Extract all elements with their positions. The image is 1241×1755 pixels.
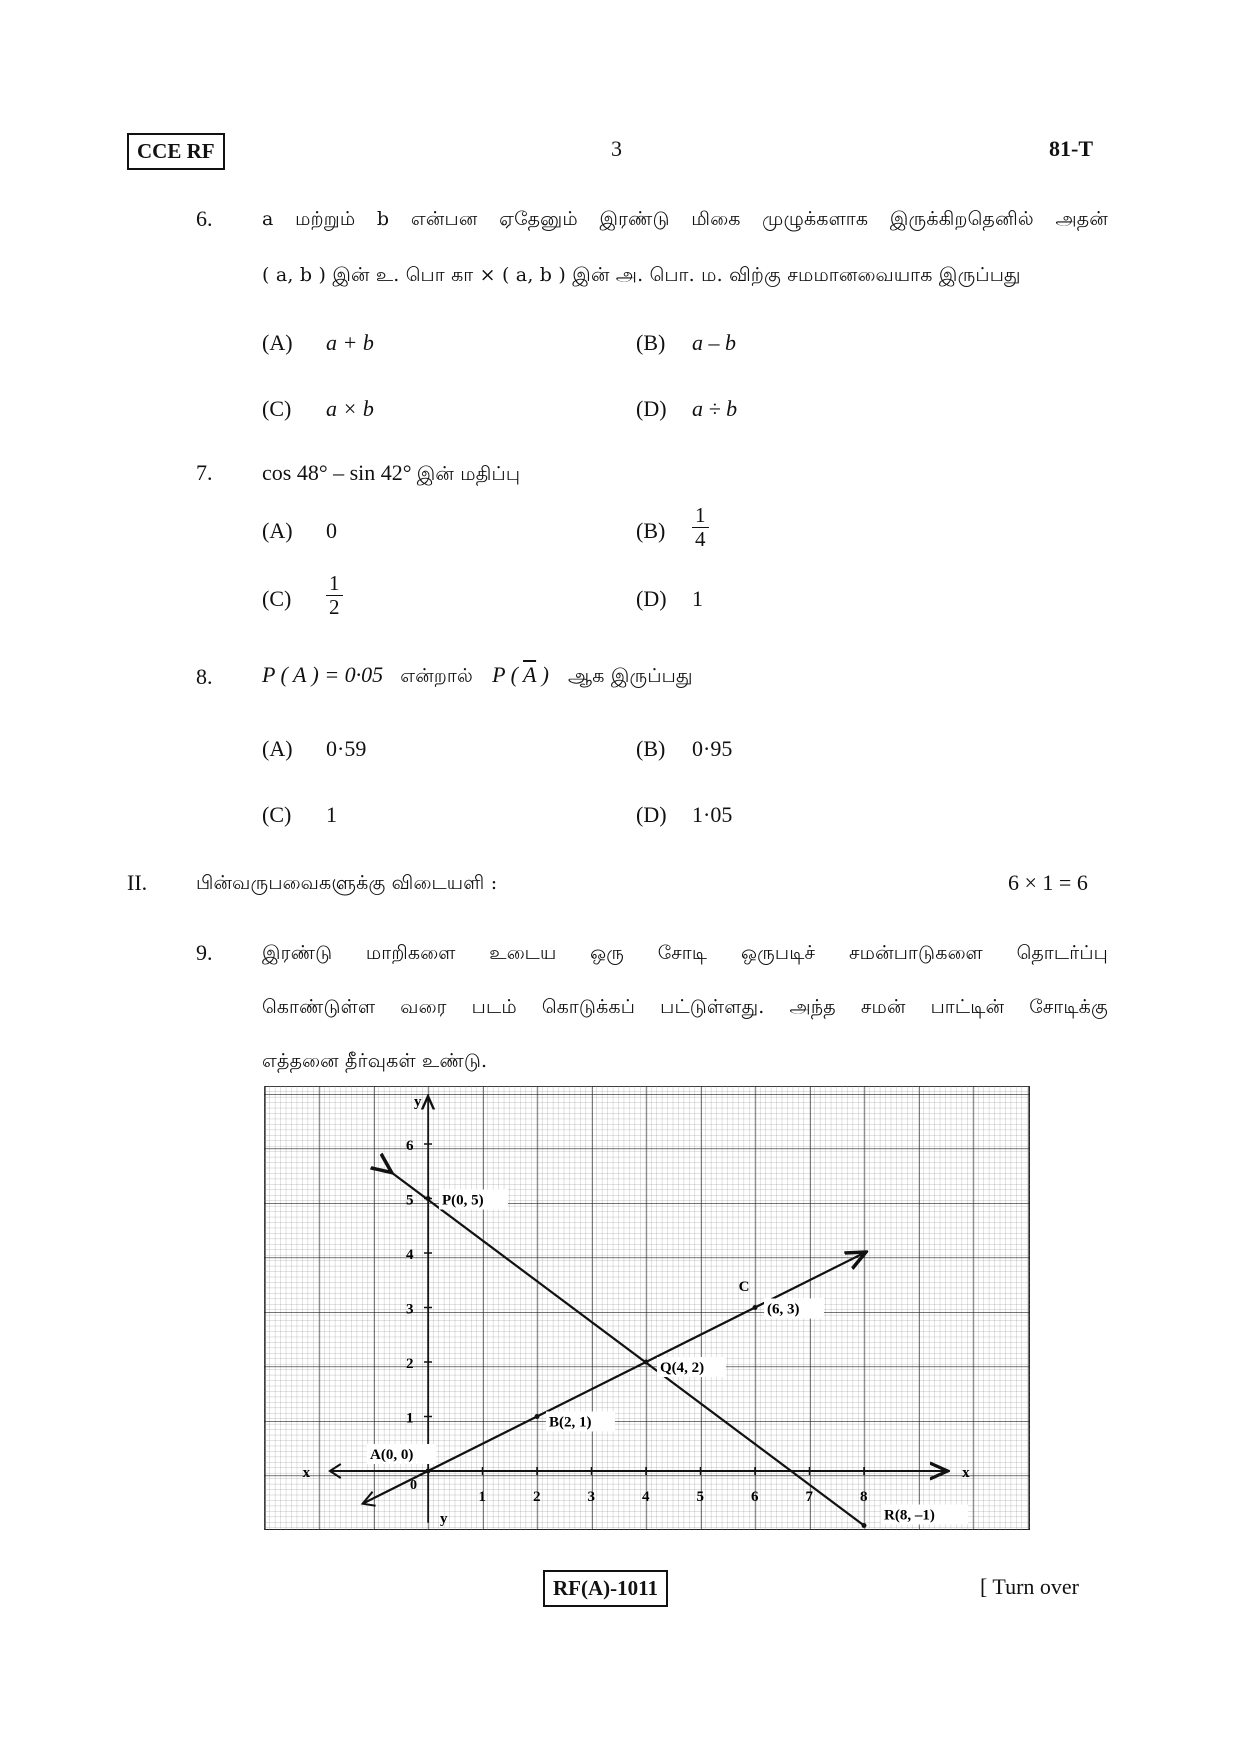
q8-option-a-label: (A) (262, 736, 293, 761)
q8-pa-close: ) (541, 662, 549, 687)
q7-c-denominator: 2 (329, 595, 340, 620)
point-marker (535, 1414, 540, 1419)
point-marker (862, 1523, 867, 1528)
q7-stem (262, 460, 520, 488)
x-tick-label: 6 (751, 1489, 759, 1505)
section-roman: II. (127, 870, 148, 895)
q7-b-numerator: 1 (692, 504, 709, 528)
x-tick-label: 7 (805, 1489, 813, 1505)
x-axis-neg-label: x (302, 1465, 311, 1481)
q7-option-a-label: (A) (262, 518, 293, 543)
q8-option-b-label: (B) (636, 736, 666, 761)
graph-paper (264, 1086, 1030, 1530)
y-tick-label: 6 (406, 1138, 414, 1154)
q6-option-a-label: (A) (262, 330, 293, 355)
y-tick-label: 2 (406, 1356, 414, 1372)
q7-b-denominator: 4 (695, 527, 706, 552)
q9-number: 9. (196, 940, 213, 965)
q7-option-c-label: (C) (262, 586, 292, 611)
y-tick-label: 1 (406, 1410, 414, 1427)
q7-stem-text: இன் மதிப்பு (416, 463, 521, 485)
q8-stem-math1: P ( A ) = 0·05 (262, 662, 384, 687)
y-tick-label: 3 (406, 1301, 414, 1318)
turn-over: [ Turn over (980, 1574, 1080, 1599)
paper-code: 81-T (1049, 136, 1093, 161)
q8-stem-word2: ஆக இருப்பது (568, 665, 693, 687)
x-tick-label: 5 (696, 1489, 704, 1505)
section-title: பின்வருபவைகளுக்கு விடையளி : (196, 872, 498, 894)
q6-option-c: a × b (326, 396, 374, 421)
q6-option-c-label: (C) (262, 396, 292, 421)
q9-line2: கொண்டுள்ள வரை படம் கொடுக்கப் பட்டுள்ளது. அந்த சமன் பாட்டின் சோடிக்கு (262, 996, 1108, 1018)
point-marker (753, 1305, 758, 1310)
point-label: (6, 3) (767, 1301, 800, 1318)
point-label: R(8, –1) (884, 1507, 935, 1524)
x-axis-label: x (962, 1465, 970, 1481)
point-marker (644, 1360, 649, 1365)
q8-option-c: 1 (326, 802, 337, 827)
point-marker (426, 1196, 431, 1201)
q6-option-b: a – b (692, 330, 736, 355)
q7-option-d: 1 (692, 586, 703, 611)
x-tick-label: 3 (587, 1489, 595, 1505)
q7-option-a: 0 (326, 518, 337, 543)
q8-pa-bar: $\overline{A}$ (523, 662, 537, 687)
x-tick-label: 1 (478, 1489, 486, 1505)
q8-option-b: 0·95 (692, 736, 733, 761)
point-label: A(0, 0) (370, 1447, 414, 1463)
q7-stem-math: cos 48° – sin 42° (262, 460, 412, 485)
footer-code: RF(A)-1011 (543, 1570, 668, 1607)
y-axis-neg-label: y (440, 1510, 448, 1527)
point-label: Q(4, 2) (660, 1360, 705, 1376)
q8-stem-word1: என்றால் (400, 665, 473, 687)
q9-line3: எத்தனை தீர்வுகள் உண்டு. (262, 1050, 488, 1072)
y-axis-label: y (414, 1093, 422, 1110)
q6-option-d: a ÷ b (692, 396, 738, 421)
q8-stem (262, 662, 693, 690)
q8-pa-open: P ( (492, 662, 518, 687)
y-tick-label: 4 (406, 1247, 414, 1263)
q6-number: 6. (196, 206, 213, 231)
q8-option-d: 1·05 (692, 802, 733, 827)
page-number: 3 (611, 136, 622, 161)
q9-line1: இரண்டு மாறிகளை உடைய ஒரு சோடி ஒருபடிச் சமன்பாடுகளை தொடர்ப்பு (262, 942, 1108, 964)
q6-option-a: a + b (326, 330, 374, 355)
q7-c-numerator: 1 (326, 572, 343, 596)
point-marker (426, 1469, 431, 1474)
q6-line2: ( a, b ) இன் உ. பொ கா × ( a, b ) இன் அ. பொ. ம. விற்கு சமமானவையாக இருப்பது (262, 264, 1021, 286)
q7-option-b (692, 504, 709, 551)
x-tick-label: 8 (860, 1489, 868, 1505)
y-tick-label: 5 (406, 1192, 414, 1209)
origin-label: 0 (410, 1478, 417, 1493)
point-label: B(2, 1) (549, 1414, 592, 1431)
q8-option-c-label: (C) (262, 802, 292, 827)
q7-number: 7. (196, 460, 213, 485)
x-tick-label: 2 (533, 1489, 541, 1505)
q8-stem-math2 (492, 662, 549, 687)
point-c-label: C (738, 1279, 750, 1296)
q8-option-a: 0·59 (326, 736, 367, 761)
q7-option-c (326, 572, 343, 619)
x-tick-label: 4 (642, 1489, 650, 1505)
header-badge: CCE RF (127, 133, 225, 170)
q6-option-b-label: (B) (636, 330, 666, 355)
q8-number: 8. (196, 664, 213, 689)
q8-option-d-label: (D) (636, 802, 667, 827)
q7-option-d-label: (D) (636, 586, 667, 611)
point-label: P(0, 5) (442, 1192, 484, 1209)
q7-option-b-label: (B) (636, 518, 666, 543)
section-marks: 6 × 1 = 6 (1008, 870, 1088, 895)
q6-option-d-label: (D) (636, 396, 667, 421)
q6-line1: a மற்றும் b என்பன ஏதேனும் இரண்டு மிகை முழுக்களாக இருக்கிறதெனில் அதன் (262, 208, 1108, 230)
